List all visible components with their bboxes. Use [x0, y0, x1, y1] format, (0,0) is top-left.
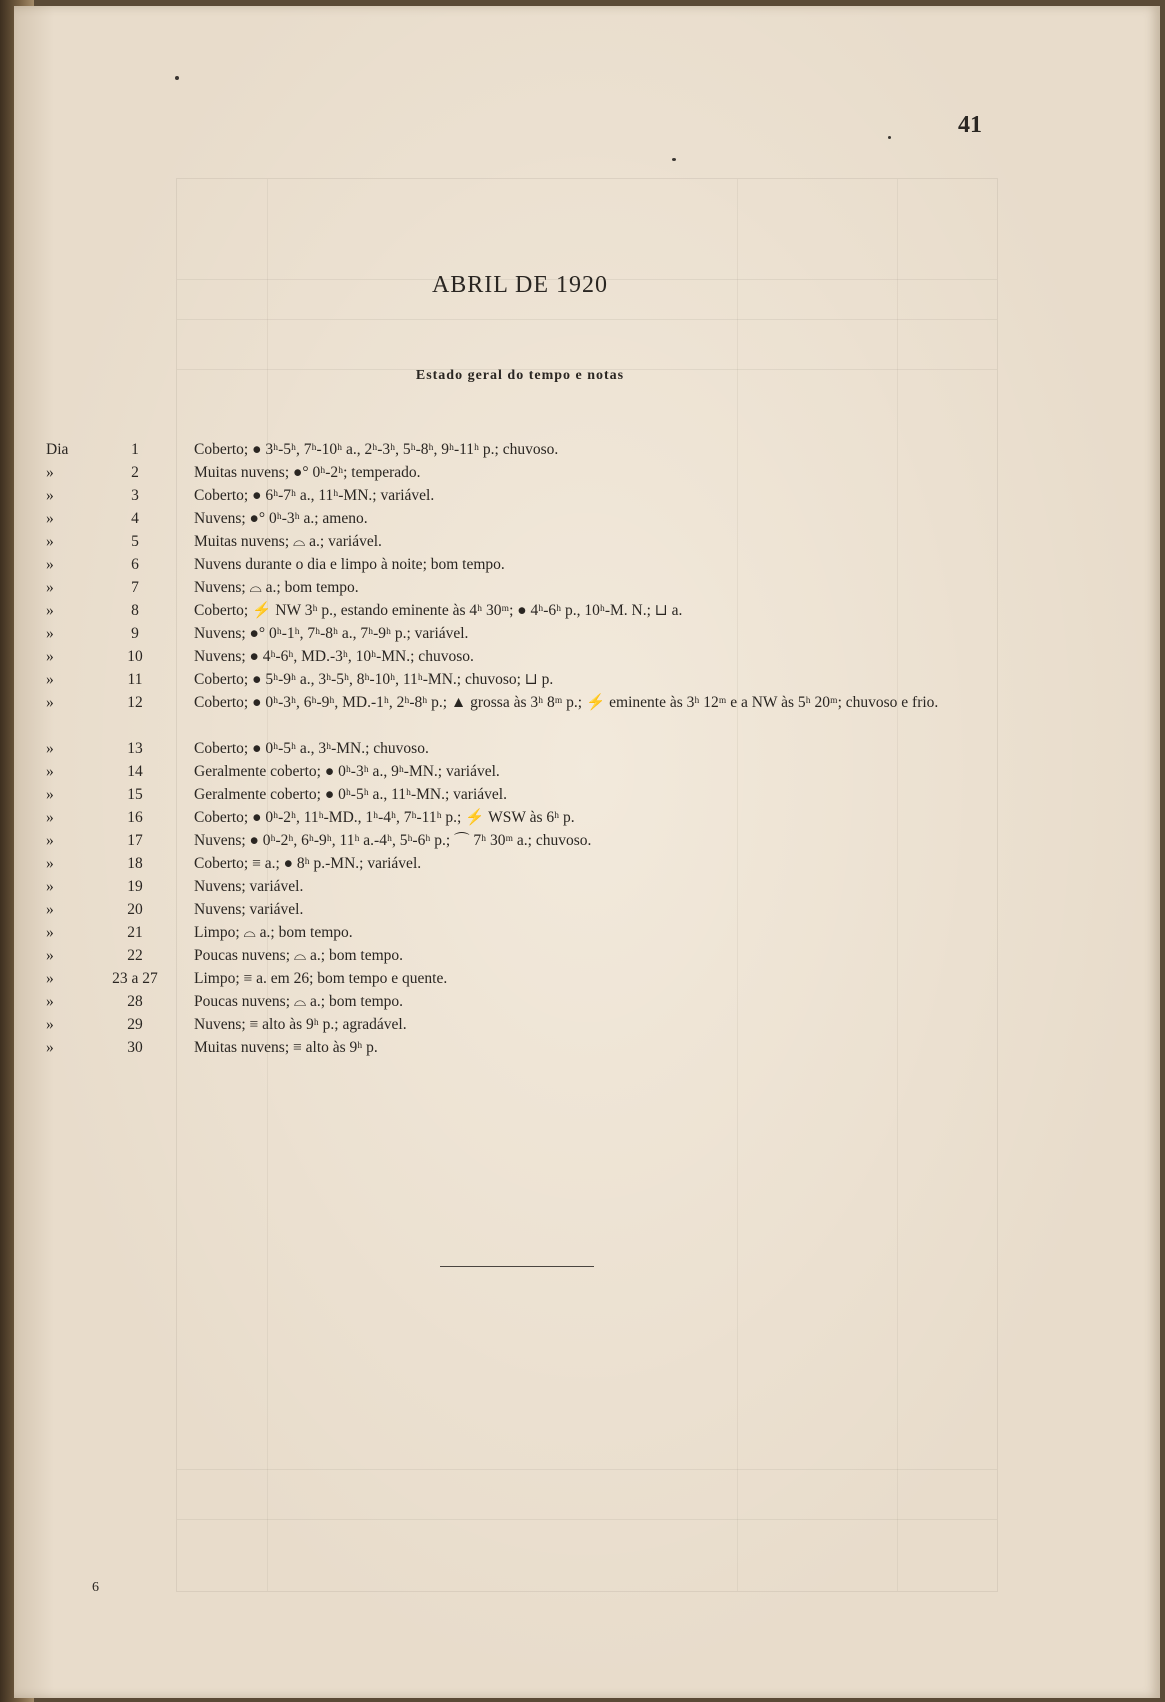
day-number: 15 — [127, 786, 143, 803]
weather-note: Geralmente coberto; ● 0ʰ-5ʰ a., 11ʰ-MN.; variável. — [194, 786, 507, 803]
day-prefix: » — [46, 740, 54, 757]
list-item — [0, 1013, 1165, 1036]
day-prefix: » — [46, 671, 54, 688]
day-number: 22 — [127, 947, 143, 964]
list-item — [0, 484, 1165, 507]
day-prefix: » — [46, 878, 54, 895]
day-number: 11 — [127, 671, 143, 688]
day-number: 1 — [131, 441, 139, 458]
list-item — [0, 599, 1165, 622]
day-number: 5 — [131, 533, 139, 550]
day-number: 3 — [131, 487, 139, 504]
day-number: 19 — [127, 878, 143, 895]
day-prefix: » — [46, 648, 54, 665]
weather-note: Coberto; ● 6ʰ-7ʰ a., 11ʰ-MN.; variável. — [194, 487, 435, 504]
day-prefix: » — [46, 625, 54, 642]
list-item — [0, 530, 1165, 553]
weather-note: Nuvens; ●° 0ʰ-1ʰ, 7ʰ-8ʰ a., 7ʰ-9ʰ p.; variável. — [194, 625, 469, 642]
list-item — [0, 668, 1165, 691]
list-item — [0, 783, 1165, 806]
list-item — [0, 760, 1165, 783]
day-number: 13 — [127, 740, 143, 757]
weather-note: Poucas nuvens; ⌓ a.; bom tempo. — [194, 993, 404, 1010]
day-number: 18 — [127, 855, 143, 872]
list-item — [0, 806, 1165, 829]
weather-note: Muitas nuvens; ≡ alto às 9ʰ p. — [194, 1039, 378, 1056]
weather-note: Poucas nuvens; ⌓ a.; bom tempo. — [194, 947, 404, 964]
weather-note: Coberto; ≡ a.; ● 8ʰ p.-MN.; variável. — [194, 855, 422, 872]
day-number: 7 — [131, 579, 139, 596]
day-number: 6 — [131, 556, 139, 573]
weather-note: Limpo; ⌓ a.; bom tempo. — [194, 924, 353, 941]
weather-note: Muitas nuvens; ●° 0ʰ-2ʰ; temperado. — [194, 464, 421, 481]
list-item — [0, 438, 1165, 461]
day-prefix: » — [46, 464, 54, 481]
day-prefix: » — [46, 556, 54, 573]
weather-note: Nuvens; variável. — [194, 878, 304, 895]
day-prefix: » — [46, 855, 54, 872]
day-prefix: » — [46, 579, 54, 596]
list-item — [0, 990, 1165, 1013]
list-item — [0, 921, 1165, 944]
list-item — [0, 622, 1165, 645]
day-number: 29 — [127, 1016, 143, 1033]
list-item — [0, 645, 1165, 668]
list-item — [0, 691, 1165, 737]
day-number: 21 — [127, 924, 143, 941]
weather-note: Coberto; ⚡ NW 3ʰ p., estando eminente às 4ʰ 30ᵐ; ● 4ʰ-6ʰ p., 10ʰ-M. N.; ⊔ a. — [194, 602, 683, 619]
list-item — [0, 553, 1165, 576]
weather-note: Coberto; ● 0ʰ-3ʰ, 6ʰ-9ʰ, MD.-1ʰ, 2ʰ-8ʰ p.; ▲ grossa às 3ʰ 8ᵐ p.; ⚡ eminente às 3ʰ 12ᵐ e a NW às 5ʰ 20ᵐ; chuvoso e frio. — [194, 694, 939, 711]
day-prefix: » — [46, 510, 54, 527]
speck — [672, 158, 676, 161]
day-prefix: » — [46, 1039, 54, 1056]
day-prefix: » — [46, 993, 54, 1010]
weather-note: Coberto; ● 3ʰ-5ʰ, 7ʰ-10ʰ a., 2ʰ-3ʰ, 5ʰ-8ʰ, 9ʰ-11ʰ p.; chuvoso. — [194, 441, 559, 458]
page-title: ABRIL DE 1920 — [431, 272, 609, 298]
page-number: 41 — [958, 112, 982, 138]
list-item — [0, 898, 1165, 921]
signature-mark: 6 — [92, 1580, 99, 1595]
day-number: 4 — [131, 510, 139, 527]
day-prefix: » — [46, 533, 54, 550]
day-number: 10 — [127, 648, 143, 665]
day-number: 23 a 27 — [112, 970, 158, 987]
weather-note: Nuvens; ≡ alto às 9ʰ p.; agradável. — [194, 1016, 407, 1033]
weather-note: Coberto; ● 0ʰ-2ʰ, 11ʰ-MD., 1ʰ-4ʰ, 7ʰ-11ʰ p.; ⚡ WSW às 6ʰ p. — [194, 809, 575, 826]
day-prefix: » — [46, 924, 54, 941]
day-prefix: » — [46, 786, 54, 803]
day-prefix: » — [46, 970, 54, 987]
day-prefix: Dia — [46, 441, 69, 458]
weather-notes-list — [0, 438, 1165, 1059]
closing-rule — [440, 1266, 594, 1267]
list-item — [0, 507, 1165, 530]
day-number: 30 — [127, 1039, 143, 1056]
day-number: 8 — [131, 602, 139, 619]
weather-note: Nuvens; variável. — [194, 901, 304, 918]
day-prefix: » — [46, 809, 54, 826]
list-item — [0, 967, 1165, 990]
day-prefix: » — [46, 832, 54, 849]
day-prefix: » — [46, 487, 54, 504]
day-prefix: » — [46, 1016, 54, 1033]
day-number: 28 — [127, 993, 143, 1010]
weather-note: Nuvens; ● 4ʰ-6ʰ, MD.-3ʰ, 10ʰ-MN.; chuvoso. — [194, 648, 474, 665]
list-item — [0, 852, 1165, 875]
list-item — [0, 461, 1165, 484]
page-subtitle: Estado geral do tempo e notas — [415, 368, 625, 383]
weather-note: Coberto; ● 0ʰ-5ʰ a., 3ʰ-MN.; chuvoso. — [194, 740, 429, 757]
weather-note: Coberto; ● 5ʰ-9ʰ a., 3ʰ-5ʰ, 8ʰ-10ʰ, 11ʰ-MN.; chuvoso; ⊔ p. — [194, 671, 554, 688]
weather-note: Muitas nuvens; ⌓ a.; variável. — [194, 533, 382, 550]
list-item — [0, 737, 1165, 760]
day-number: 20 — [127, 901, 143, 918]
day-number: 9 — [131, 625, 139, 642]
list-item — [0, 875, 1165, 898]
day-prefix: » — [46, 694, 54, 711]
day-prefix: » — [46, 602, 54, 619]
day-number: 2 — [131, 464, 139, 481]
weather-note: Nuvens; ● 0ʰ-2ʰ, 6ʰ-9ʰ, 11ʰ a.-4ʰ, 5ʰ-6ʰ p.; ⌒ 7ʰ 30ᵐ a.; chuvoso. — [194, 832, 592, 849]
speck — [888, 136, 891, 139]
weather-note: Nuvens; ●° 0ʰ-3ʰ a.; ameno. — [194, 510, 368, 527]
day-number: 17 — [127, 832, 143, 849]
list-item — [0, 829, 1165, 852]
list-item — [0, 1036, 1165, 1059]
speck — [175, 76, 179, 80]
weather-note: Nuvens durante o dia e limpo à noite; bom tempo. — [194, 556, 505, 573]
day-prefix: » — [46, 763, 54, 780]
day-number: 14 — [127, 763, 143, 780]
day-number: 12 — [127, 694, 143, 711]
list-item — [0, 944, 1165, 967]
day-prefix: » — [46, 901, 54, 918]
day-prefix: » — [46, 947, 54, 964]
weather-note: Limpo; ≡ a. em 26; bom tempo e quente. — [194, 970, 448, 987]
list-item — [0, 576, 1165, 599]
day-number: 16 — [127, 809, 143, 826]
weather-note: Geralmente coberto; ● 0ʰ-3ʰ a., 9ʰ-MN.; variável. — [194, 763, 500, 780]
weather-note: Nuvens; ⌓ a.; bom tempo. — [194, 579, 359, 596]
